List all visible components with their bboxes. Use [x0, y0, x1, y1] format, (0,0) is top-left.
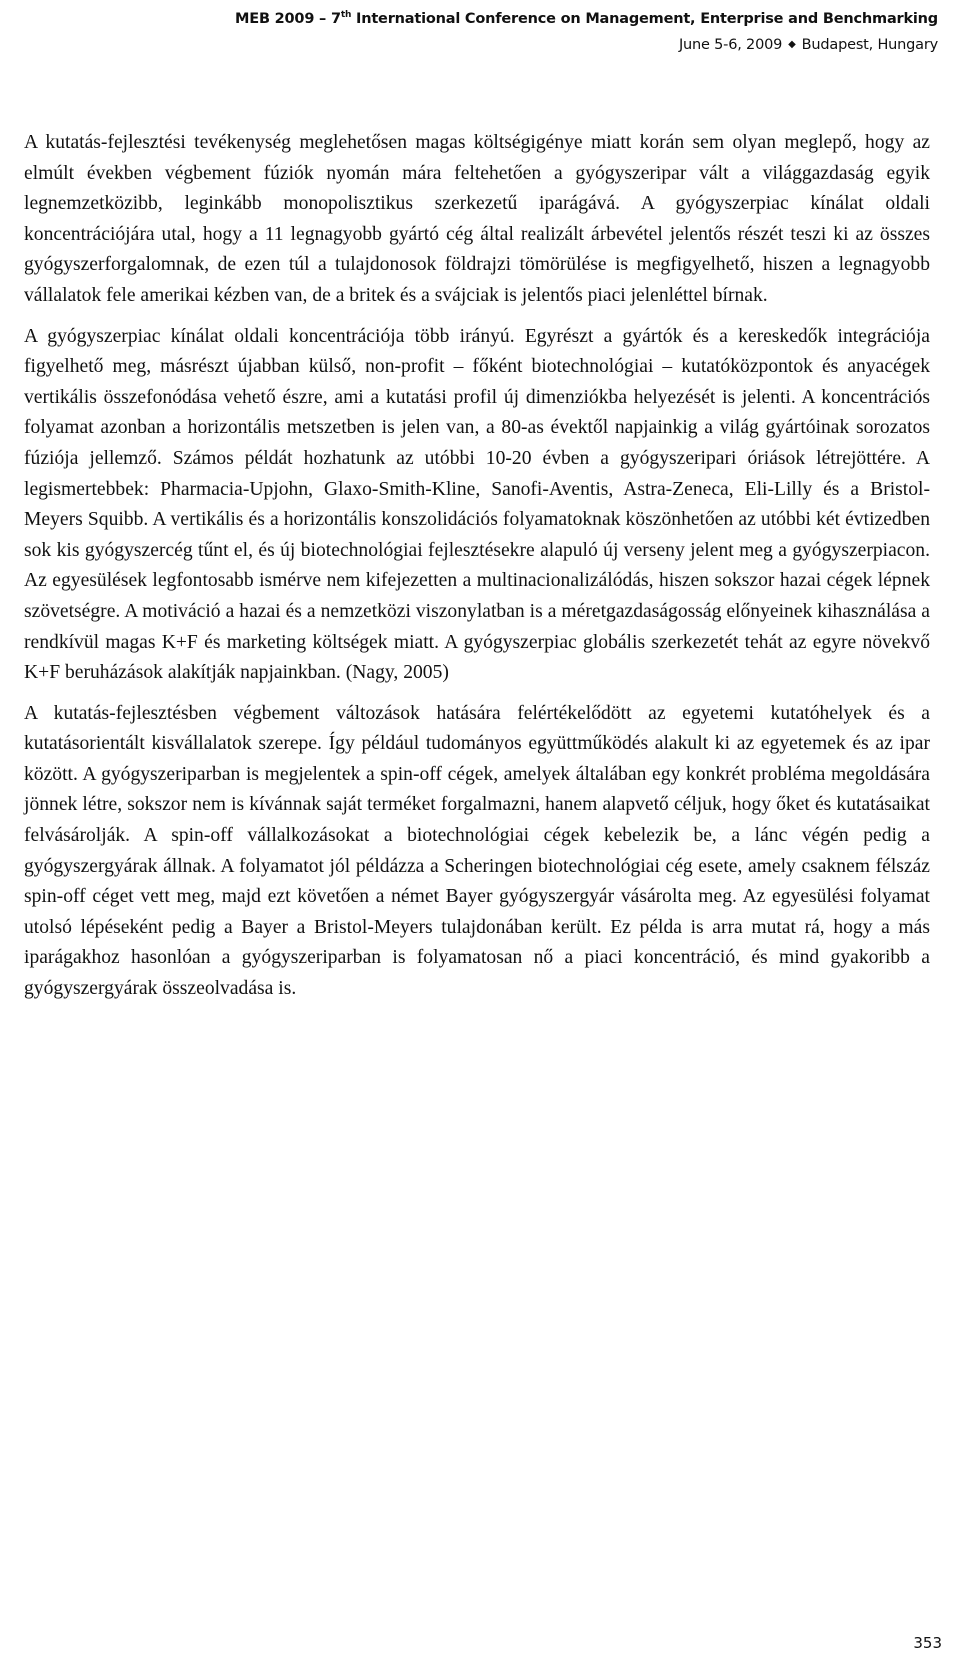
page-header — [235, 6, 938, 58]
paragraph-2: A gyógyszerpiac kínálat oldali koncentrációja több irányú. Egyrészt a gyártók és a kereskedők integrációja figyelhető meg, másrészt újabban külső, non-profit – főként biotechnológiai – kutatóközpontok és anyacégek vertikális összefonódása vehető észre, ami a kutatási profil új dimenziókba helyezését is jelenti. A koncentrációs folyamat azonban a horizontális metszetben is jelen van, a 80-as évektől napjainkig a világ gyártóinak sorozatos fúziója jellemző. Számos példát hozhatunk az utóbbi 10-20 évben a gyógyszeripari óriások létrejöttére. A legismertebbek: Pharmacia-Upjohn, Glaxo-Smith-Kline, Sanofi-Aventis, Astra-Zeneca, Eli-Lilly és a Bristol-Meyers Squibb. A vertikális és a horizontális konszolidációs folyamatoknak köszönhetően az utóbbi két évtizedben sok kis gyógyszercég tűnt el, és új biotechnológiai fejlesztésekre alapuló új verseny jelent meg a gyógyszerpiacon. Az egyesülések legfontosabb ismérve nem kifejezetten a multinacionalizálódás, hiszen sokszor hazai cégek lépnek szövetségre. A motiváció a hazai és a nemzetközi viszonylatban is a méretgazdaságosság előnyeinek kihasználása a rendkívül magas K+F és marketing költségek miatt. A gyógyszerpiac globális szerkezetét tehát az egyre növekvő K+F beruházások alakítják napjainkban. (Nagy, 2005) — [24, 325, 930, 684]
page-number: 353 — [913, 1634, 942, 1652]
paragraph-1: A kutatás-fejlesztési tevékenység meglehetősen magas költségigénye miatt korán sem olyan meglepő, hogy az elmúlt években végbement fúziók nyomán mára feltehetően a gyógyszeripar vált a világgazdaság egyik legnemzetközibb, leginkább monopolisztikus szerkezetű iparágává. A gyógyszerpiac kínálat oldali koncentrációjára utal, hogy a 11 legnagyobb gyártó cég által realizált árbevétel jelentős részét teszi ki az összes gyógyszerforgalomnak, de ezen túl a tulajdonosok földrajzi tömörülése is megfigyelhető, hiszen a legnagyobb vállalatok fele amerikai kézben van, de a britek és a svájciak is jelentős piaci jelenléttel bírnak. — [24, 132, 930, 306]
conference-superscript: th — [340, 10, 352, 21]
conference-date-location — [235, 32, 938, 58]
conference-prefix: MEB 2009 – 7 — [235, 11, 341, 27]
conference-location: Budapest, Hungary — [801, 37, 938, 53]
diamond-bullet-icon: ◆ — [788, 39, 796, 50]
conference-suffix: International Conference on Management, Enterprise and Benchmarking — [351, 11, 938, 27]
paragraph-3: A kutatás-fejlesztésben végbement változások hatására felértékelődött az egyetemi kutatóhelyek és a kutatásorientált kisvállalatok szerepe. Így például tudományos együttműködés alakult ki az egyetemek és az ipar között. A gyógyszeriparban is megjelentek a spin-off cégek, amelyek általában egy konkrét probléma megoldására jönnek létre, sokszor nem is kívánnak saját terméket forgalmazni, hanem alapvető céljuk, hogy őket és kutatásaikat felvásárolják. A spin-off vállalkozásokat a biotechnológiai cégek kebelezik be, a lánc végén pedig a gyógyszergyárak állnak. A folyamatot jól példázza a Scheringen biotechnológiai cég esete, amely csaknem félszáz spin-off céget vett meg, majd ezt követően a német Bayer gyógyszergyár vásárolta meg. Az egyesülési folyamat utolsó lépéseként pedig a Bayer a Bristol-Meyers tulajdonában került. Ez példa is arra mutat rá, hogy a más iparágakhoz hasonlóan a gyógyszeriparban is folyamatosan nő a piaci koncentráció, és mind gyakoribb a gyógyszergyárak összeolvadása is. — [24, 702, 930, 1000]
conference-date: June 5-6, 2009 — [678, 37, 783, 53]
body-text — [24, 128, 930, 1015]
conference-title — [235, 6, 938, 32]
